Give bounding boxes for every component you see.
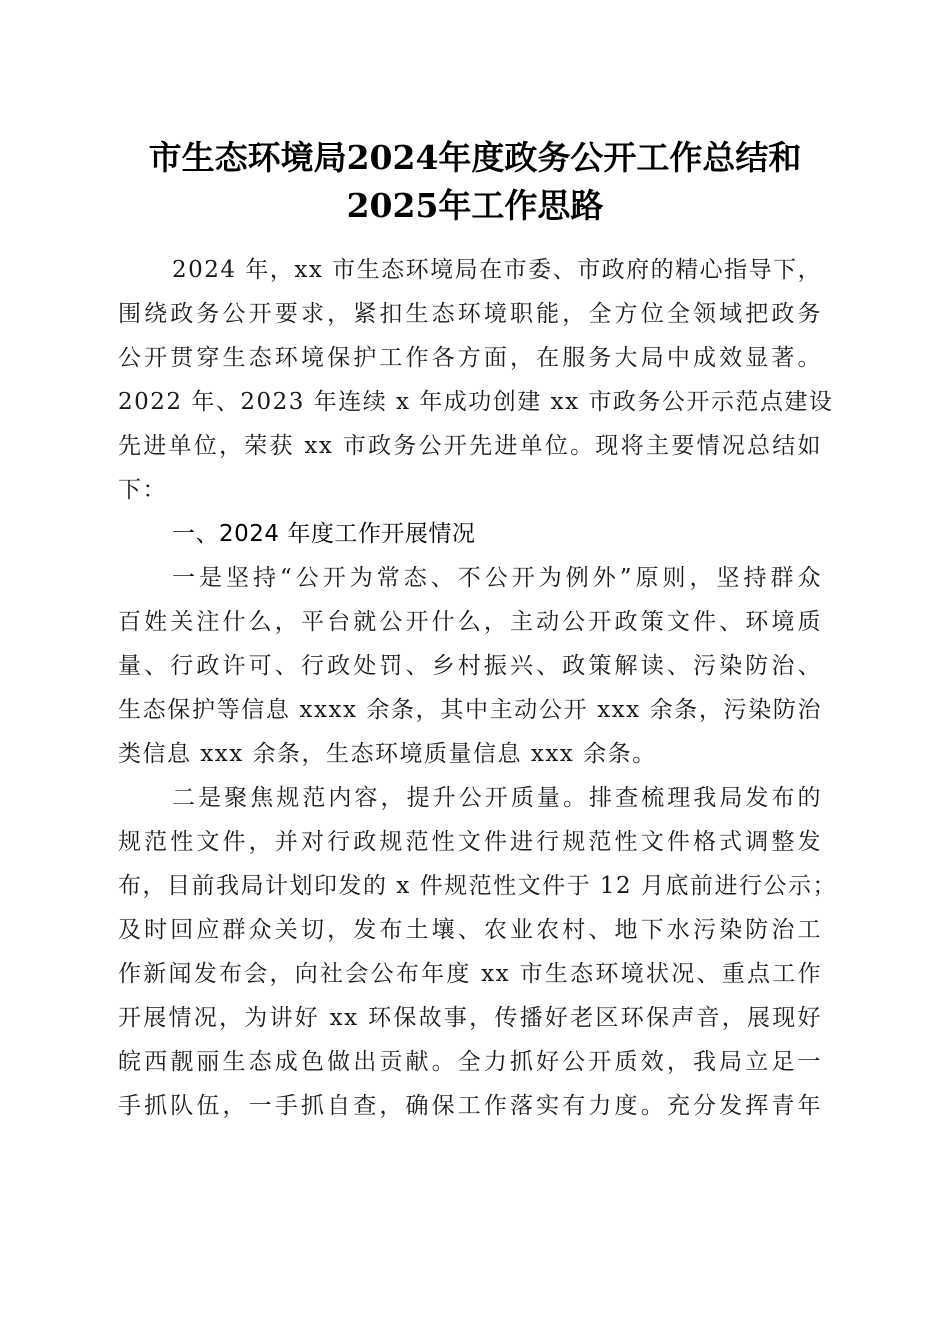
intro-paragraph: [118, 248, 834, 512]
section-1-paragraph-2: [118, 776, 837, 1128]
document-title-line-2: 2025年工作思路: [346, 186, 604, 225]
document-body: [118, 248, 837, 1128]
paragraph-line: 及时回应群众关切，发布土壤、农业农村、地下水污染防治工: [118, 917, 822, 943]
paragraph-line: 百姓关注什么，平台就公开什么，主动公开政策文件、环境质: [118, 609, 822, 635]
paragraph-line: 生态保护等信息 xxxx 余条，其中主动公开 xxx 余条，污染防治: [118, 697, 822, 723]
paragraph-line: 围绕政务公开要求，紧扣生态环境职能，全方位全领域把政务: [118, 301, 822, 327]
paragraph-line: 量、行政许可、行政处罚、乡村振兴、政策解读、污染防治、: [118, 653, 822, 679]
paragraph-line: 2022 年、2023 年连续 x 年成功创建 xx 市政务公开示范点建设: [118, 389, 834, 415]
paragraph-line: 下：: [118, 477, 167, 503]
paragraph-line: 皖西靓丽生态成色做出贡献。全力抓好公开质效，我局立足一: [118, 1049, 822, 1075]
paragraph-line: 二是聚焦规范内容，提升公开质量。排查梳理我局发布的: [172, 785, 822, 811]
section-heading: 一、2024 年度工作开展情况: [172, 521, 476, 547]
paragraph-line: 2024 年，xx 市生态环境局在市委、市政府的精心指导下，: [172, 257, 823, 283]
paragraph-line: 作新闻发布会，向社会公布年度 xx 市生态环境状况、重点工作: [118, 961, 822, 987]
paragraph-line: 一是坚持“公开为常态、不公开为例外”原则，坚持群众: [172, 565, 822, 591]
paragraph-line: 类信息 xxx 余条，生态环境质量信息 xxx 余条。: [118, 741, 657, 767]
paragraph-line: 布，目前我局计划印发的 x 件规范性文件于 12 月底前进行公示；: [118, 873, 837, 899]
document-title-line-1: 市生态环境局2024年度政务公开工作总结和: [148, 138, 802, 177]
paragraph-line: 公开贯穿生态环境保护工作各方面，在服务大局中成效显著。: [118, 345, 822, 371]
paragraph-line: 先进单位，荣获 xx 市政务公开先进单位。现将主要情况总结如: [118, 433, 822, 459]
section-1-paragraph-1: [118, 556, 822, 776]
paragraph-line: 手抓队伍，一手抓自查，确保工作落实有力度。充分发挥青年: [118, 1093, 822, 1119]
paragraph-line: 规范性文件，并对行政规范性文件进行规范性文件格式调整发: [118, 829, 822, 855]
paragraph-line: 开展情况，为讲好 xx 环保故事，传播好老区环保声音，展现好: [118, 1005, 822, 1031]
